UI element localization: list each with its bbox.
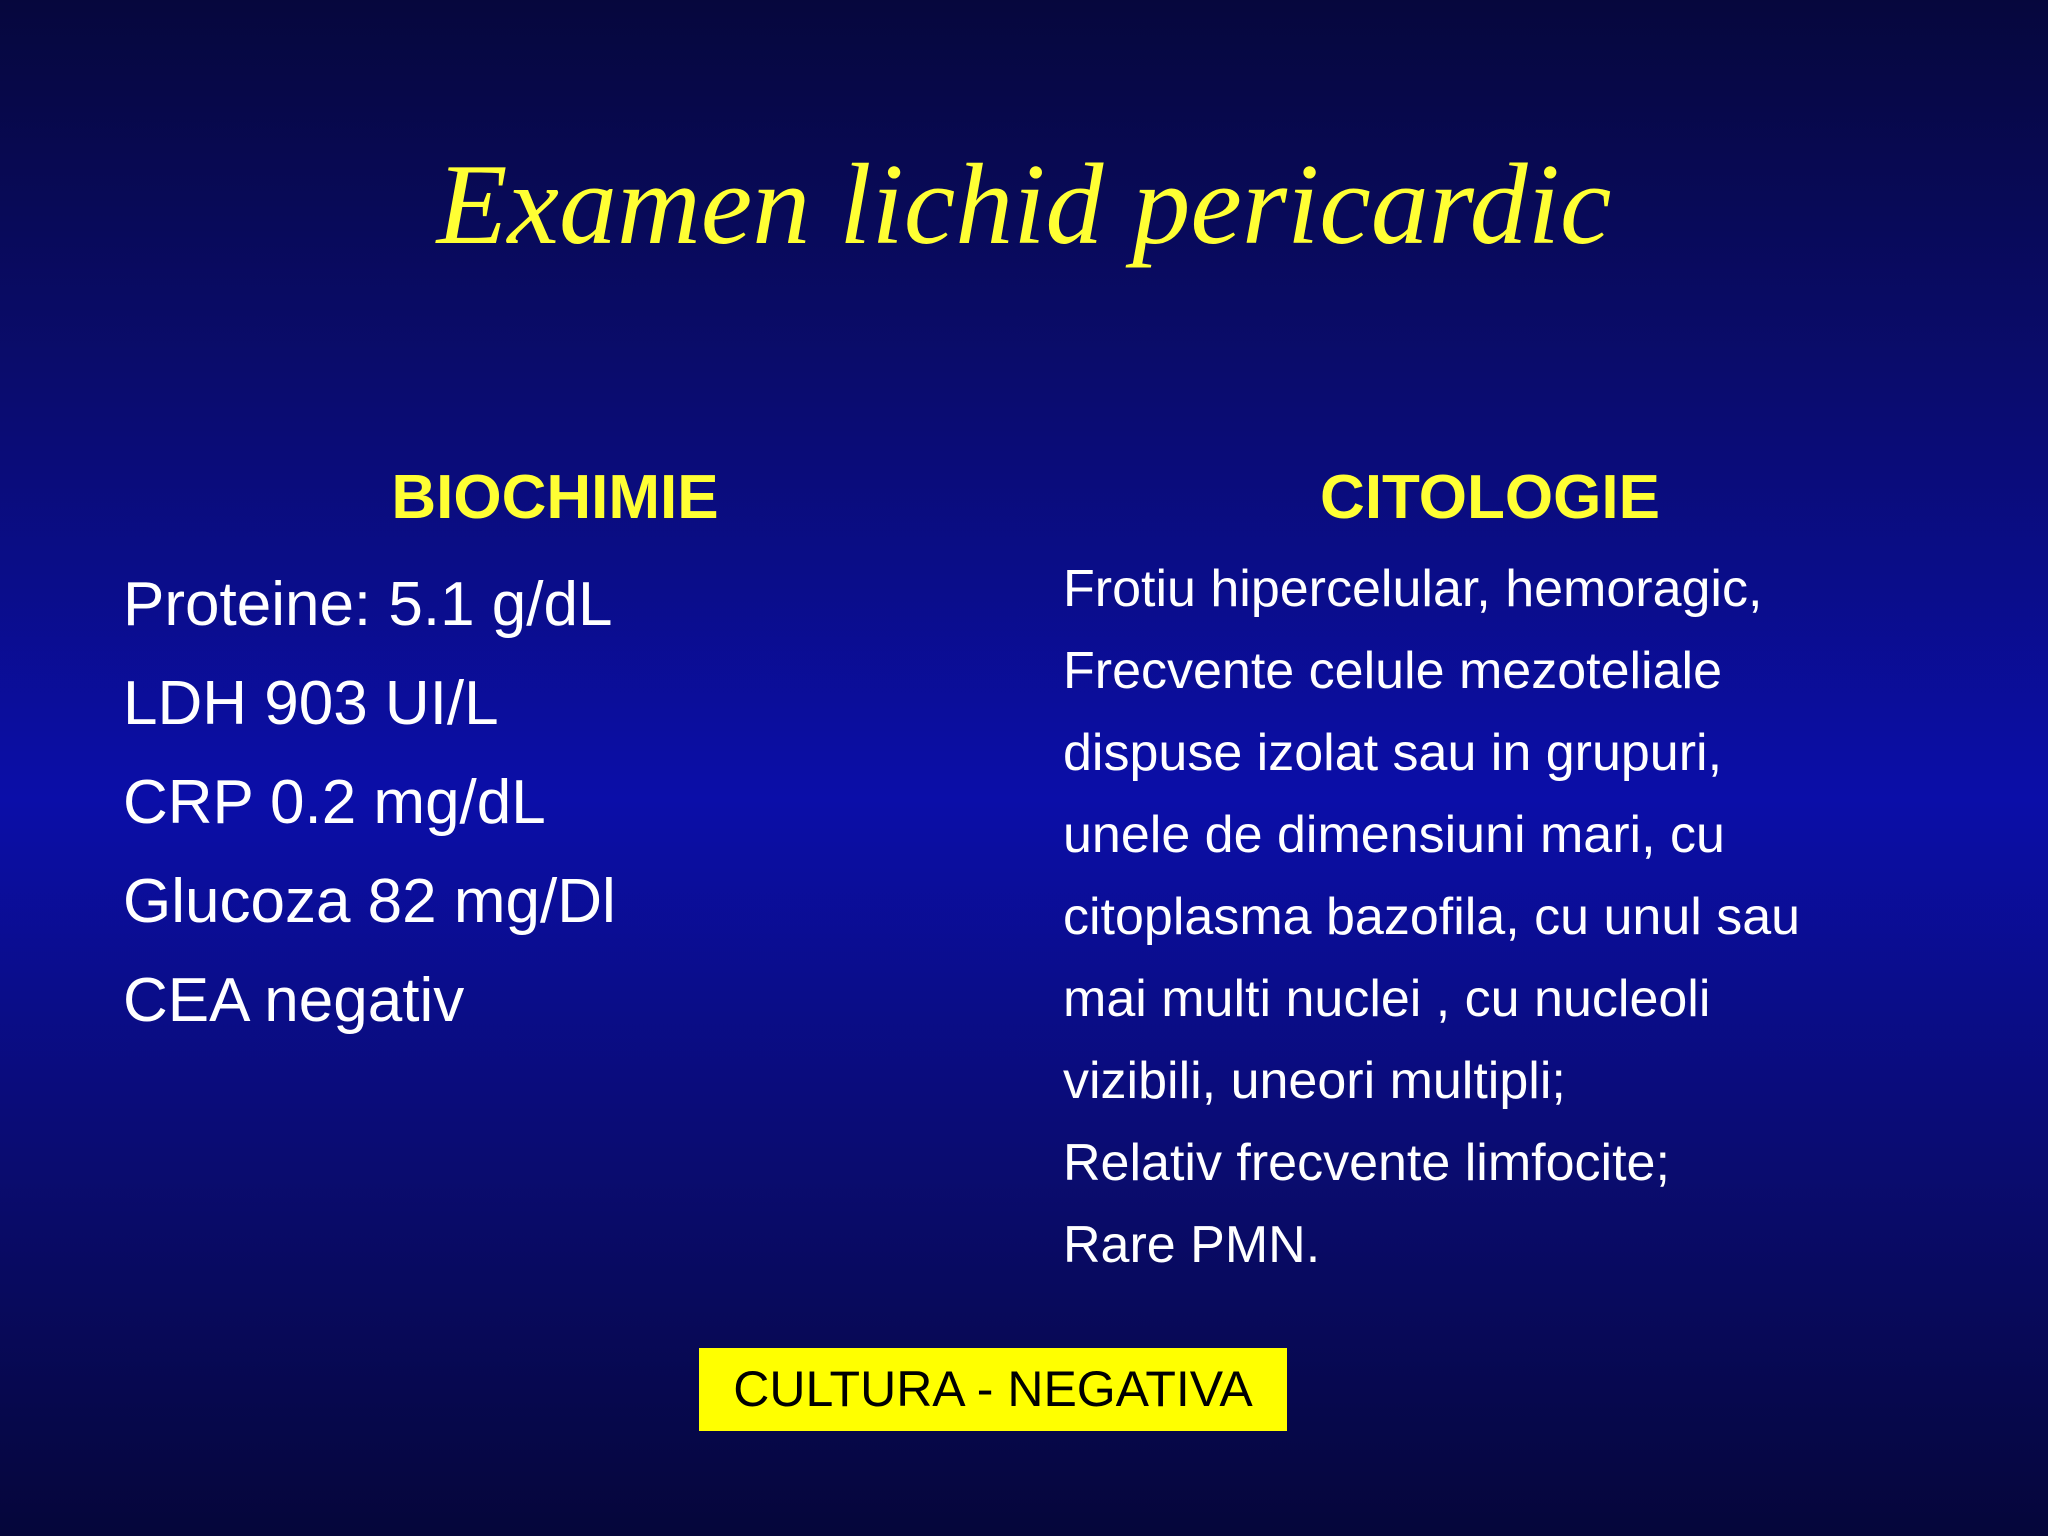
slide-title: Examen lichid pericardic [436,141,1612,269]
citologie-line: mai multi nuclei , cu nucleoli [1063,970,1711,1028]
biochimie-heading: BIOCHIMIE [391,463,719,532]
biochimie-item-glucoza: Glucoza 82 mg/Dl [123,867,616,936]
citologie-line: Relativ frecvente limfocite; [1063,1134,1670,1192]
citologie-text [1063,548,1800,1286]
citologie-line: dispuse izolat sau in grupuri, [1063,724,1723,782]
cultura-badge: CULTURA - NEGATIVA [699,1348,1287,1431]
citologie-line: vizibili, uneori multipli; [1063,1052,1566,1110]
citologie-line: Rare PMN. [1063,1216,1321,1274]
biochimie-item-cea: CEA negativ [123,966,465,1035]
citologie-line: Frecvente celule mezoteliale [1063,642,1722,700]
biochimie-item-proteine: Proteine: 5.1 g/dL [123,570,613,639]
biochimie-item-ldh: LDH 903 UI/L [123,669,499,738]
citologie-line: Frotiu hipercelular, hemoragic, [1063,560,1763,618]
biochimie-list [123,555,616,1050]
citologie-line: unele de dimensiuni mari, cu [1063,806,1725,864]
biochimie-item-crp: CRP 0.2 mg/dL [123,768,546,837]
citologie-heading: CITOLOGIE [1320,463,1660,532]
citologie-line: citoplasma bazofila, cu unul sau [1063,888,1801,946]
